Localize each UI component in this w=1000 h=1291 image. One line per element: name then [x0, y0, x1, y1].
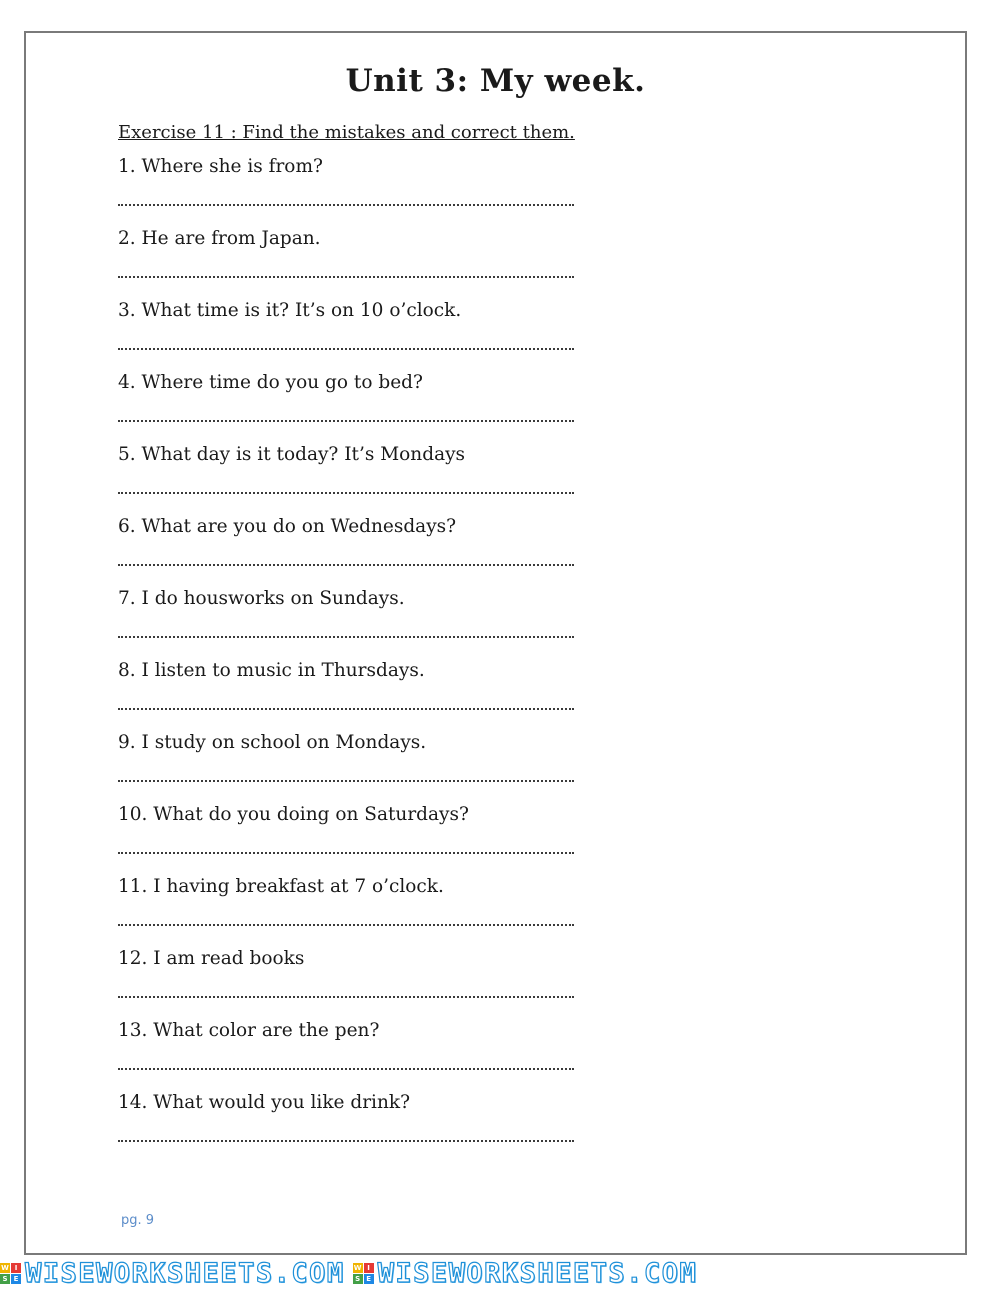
watermark: [353, 1258, 698, 1288]
worksheet-page: [24, 31, 967, 1255]
exercise-sentence: 6. What are you do on Wednesdays?: [118, 516, 457, 537]
exercise-sentence: 9. I study on school on Mondays.: [118, 732, 427, 753]
exercise-list: [118, 156, 598, 1164]
answer-line[interactable]: [118, 338, 574, 350]
exercise-sentence: 13. What color are the pen?: [118, 1020, 380, 1041]
exercise-sentence: 11. I having breakfast at 7 o’clock.: [118, 876, 444, 897]
answer-line[interactable]: [118, 266, 574, 278]
watermark-text: WISEWORKSHEETS.COM: [377, 1258, 698, 1288]
exercise-sentence: 12. I am read books: [118, 948, 305, 969]
exercise-item: [118, 156, 598, 228]
watermark: [0, 1258, 345, 1288]
exercise-item: [118, 444, 598, 516]
exercise-item: [118, 660, 598, 732]
exercise-item: [118, 588, 598, 660]
answer-line[interactable]: [118, 410, 574, 422]
exercise-item: [118, 876, 598, 948]
exercise-sentence: 3. What time is it? It’s on 10 o’clock.: [118, 300, 462, 321]
answer-line[interactable]: [118, 770, 574, 782]
exercise-item: [118, 372, 598, 444]
wiseworksheets-logo-icon: W I S E: [353, 1263, 374, 1284]
page-number: pg. 9: [121, 1213, 155, 1228]
page-title: Unit 3: My week.: [345, 63, 646, 99]
exercise-item: [118, 300, 598, 372]
exercise-item: [118, 516, 598, 588]
exercise-sentence: 14. What would you like drink?: [118, 1092, 411, 1113]
exercise-sentence: 4. Where time do you go to bed?: [118, 372, 423, 393]
exercise-item: [118, 1020, 598, 1092]
exercise-item: [118, 1092, 598, 1164]
answer-line[interactable]: [118, 194, 574, 206]
exercise-item: [118, 948, 598, 1020]
exercise-sentence: 5. What day is it today? It’s Mondays: [118, 444, 466, 465]
exercise-sentence: 2. He are from Japan.: [118, 228, 321, 249]
watermark-banner: [0, 1258, 1000, 1288]
wiseworksheets-logo-icon: W I S E: [0, 1263, 21, 1284]
exercise-item: [118, 804, 598, 876]
answer-line[interactable]: [118, 554, 574, 566]
exercise-sentence: 7. I do housworks on Sundays.: [118, 588, 405, 609]
answer-line[interactable]: [118, 986, 574, 998]
answer-line[interactable]: [118, 626, 574, 638]
answer-line[interactable]: [118, 1130, 574, 1142]
answer-line[interactable]: [118, 698, 574, 710]
exercise-item: [118, 228, 598, 300]
exercise-item: [118, 732, 598, 804]
watermark-text: WISEWORKSHEETS.COM: [25, 1258, 345, 1288]
answer-line[interactable]: [118, 482, 574, 494]
answer-line[interactable]: [118, 842, 574, 854]
exercise-sentence: 10. What do you doing on Saturdays?: [118, 804, 469, 825]
answer-line[interactable]: [118, 914, 574, 926]
exercise-sentence: 1. Where she is from?: [118, 156, 323, 177]
exercise-instructions: Exercise 11 : Find the mistakes and correct them.: [118, 122, 575, 143]
answer-line[interactable]: [118, 1058, 574, 1070]
exercise-sentence: 8. I listen to music in Thursdays.: [118, 660, 425, 681]
